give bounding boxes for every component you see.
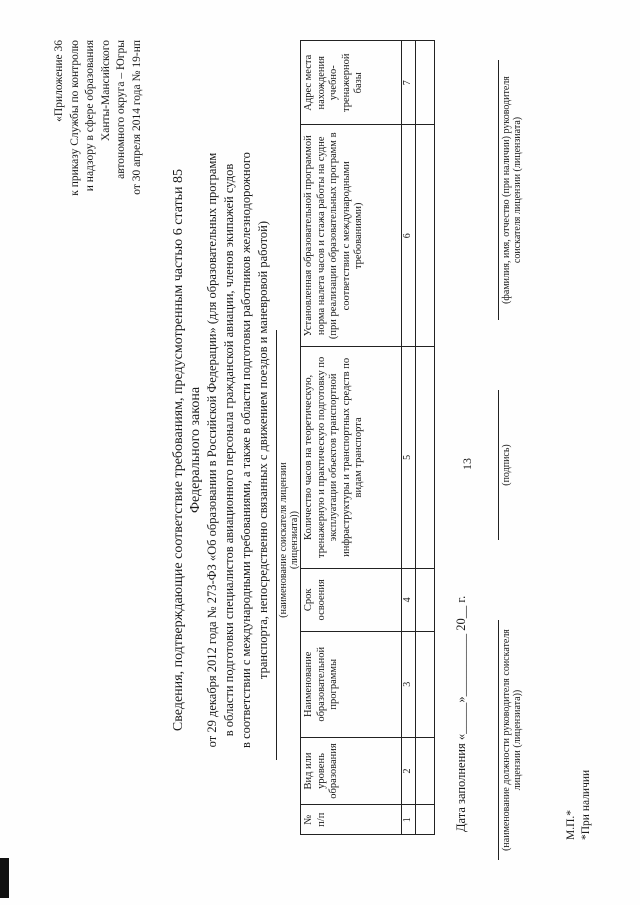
applicant-name-line xyxy=(276,330,277,760)
rotated-content xyxy=(20,20,620,880)
scan-edge-mark xyxy=(0,858,9,898)
column-number: 5 xyxy=(402,347,416,569)
column-number: 1 xyxy=(402,805,416,835)
column-number: 6 xyxy=(402,125,416,347)
header-flight-hours-norm: Установленная образовательной программой норма налета часов и стажа работы на судне (при реализации образовательных программ в соответствии с международными требованиями) xyxy=(301,125,402,347)
table-header-row xyxy=(301,41,402,835)
table-number-row xyxy=(402,41,416,835)
header-program-name: Наименование образовательной программы xyxy=(301,632,402,738)
column-number: 2 xyxy=(402,737,416,805)
name-caption: (фамилия, имя, отчество (при наличии) руководителя соискателя лицензии (лицензиата) xyxy=(501,76,523,304)
position-signature-block xyxy=(498,620,523,860)
heading-line: от 29 декабря 2012 года № 273-ФЗ «Об образовании в Российской Федерации» (для образовательных программ xyxy=(205,152,219,748)
page-number: 13 xyxy=(460,458,474,470)
position-line xyxy=(498,620,499,860)
signature-caption: (подпись) xyxy=(501,444,512,486)
stamp-placeholder: М.П.* xyxy=(565,809,577,840)
table-cell xyxy=(416,805,435,835)
column-number: 7 xyxy=(402,41,416,125)
appendix-line: автономного округа – Югры xyxy=(115,40,127,179)
column-number: 4 xyxy=(402,568,416,631)
table-cell xyxy=(416,125,435,347)
appendix-line: Ханты-Мансийского xyxy=(99,40,112,142)
appendix-line: и надзору в сфере образования xyxy=(84,40,96,192)
heading-line: в области подготовки специалистов авиационного персонала гражданской авиации, членов экипажей судов xyxy=(222,163,236,737)
column-number: 3 xyxy=(402,632,416,738)
document-heading xyxy=(170,130,272,770)
name-signature-block xyxy=(498,60,523,320)
table-cell xyxy=(416,737,435,805)
fill-date: Дата заполнения «_____»__________ 20__ г. xyxy=(454,595,468,832)
heading-line: транспорта, непосредственно связанных с движением поездов и маневровой работой) xyxy=(256,220,270,680)
signature-line xyxy=(498,390,499,540)
appendix-line: «Приложение 36 xyxy=(53,40,65,122)
appendix-line: к приказу Службы по контролю xyxy=(68,40,81,196)
header-education-level: Вид или уровень образования xyxy=(301,737,402,805)
header-duration: Срок освоения xyxy=(301,568,402,631)
position-caption: (наименование должности руководителя соискателя лицензии (лицензиата)) xyxy=(501,629,523,851)
header-number: № п/п xyxy=(301,805,402,835)
table-row xyxy=(416,41,435,835)
name-line xyxy=(498,60,499,320)
footnote: *При наличии xyxy=(580,769,592,840)
table-cell xyxy=(416,568,435,631)
heading-line: Сведения, подтверждающие соответствие требованиям, предусмотренным частью 6 статьи 85 Федерального закона xyxy=(171,168,203,732)
header-training-base-address: Адрес места нахождения учебно-тренажерной базы xyxy=(301,41,402,125)
heading-line: в соответствии с международными требованиями, а также в области подготовки работников железнодорожного xyxy=(239,152,253,748)
info-table xyxy=(300,40,435,835)
table-cell xyxy=(416,347,435,569)
signature-block xyxy=(498,390,512,540)
applicant-caption: (наименование соискателя лицензии (лицензиата)) xyxy=(278,462,300,618)
appendix-line: от 30 апреля 2014 года № 19-нп xyxy=(130,40,143,195)
appendix-note xyxy=(52,40,145,320)
table-cell xyxy=(416,632,435,738)
table-cell xyxy=(416,41,435,125)
header-training-hours: Количество часов на теоретическую, тренажерную и практическую подготовку по эксплуатации объектов транспортной инфраструктуры и транспортных средств по видам транспорта xyxy=(301,347,402,569)
